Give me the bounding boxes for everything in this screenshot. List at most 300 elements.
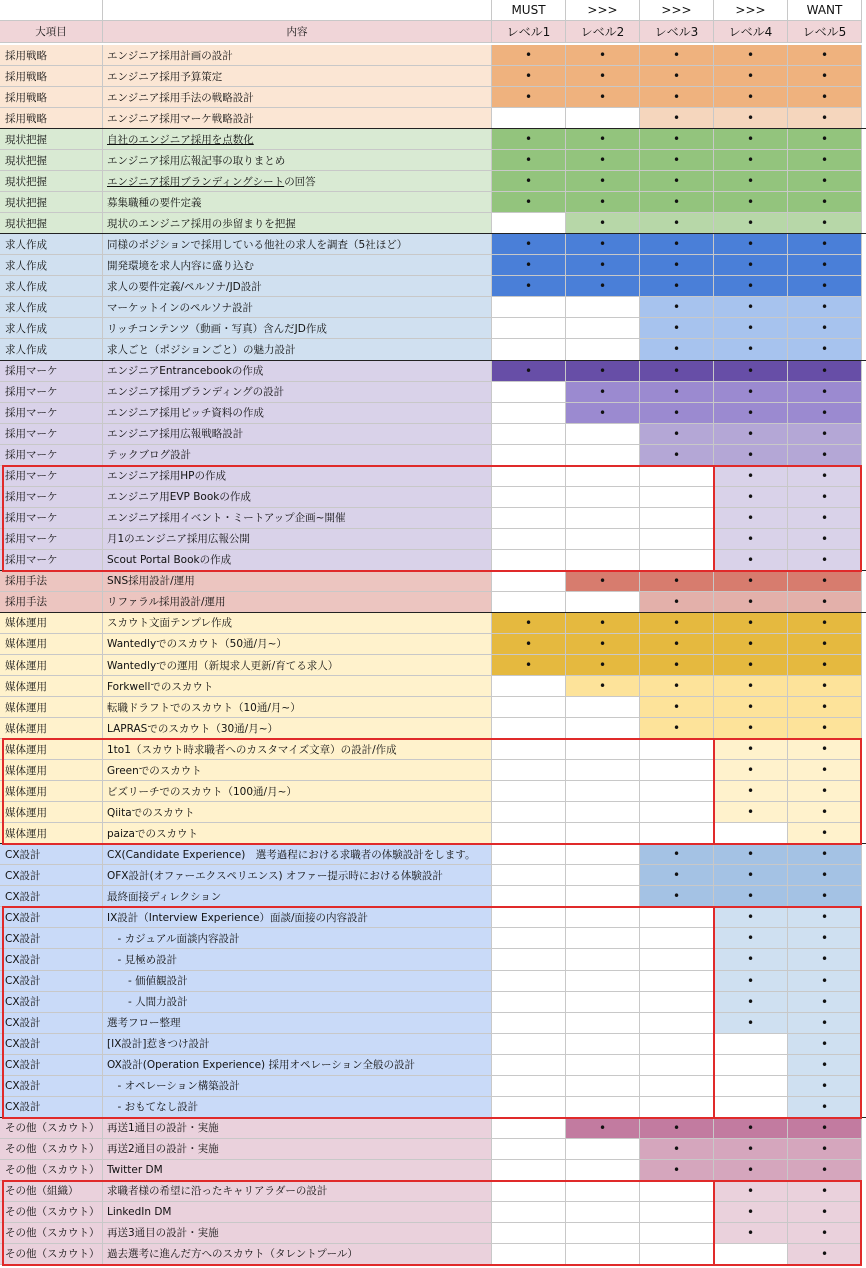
content-cell[interactable] — [103, 508, 492, 529]
level-2-cell[interactable] — [566, 1181, 640, 1202]
level-1-cell[interactable] — [492, 318, 566, 339]
content-cell[interactable] — [103, 129, 492, 150]
level-2-cell[interactable] — [566, 108, 640, 129]
level-5-cell[interactable] — [788, 971, 862, 992]
level-2-cell[interactable] — [566, 697, 640, 718]
level-3-cell[interactable] — [640, 697, 714, 718]
level-2-cell[interactable] — [566, 66, 640, 87]
level-5-cell[interactable] — [788, 171, 862, 192]
category-cell[interactable]: 媒体運用 — [0, 718, 103, 739]
level-4-cell[interactable] — [714, 192, 788, 213]
level-3-cell[interactable] — [640, 192, 714, 213]
content-cell[interactable] — [103, 1076, 492, 1097]
level-3-cell[interactable] — [640, 276, 714, 297]
level-2-cell[interactable] — [566, 613, 640, 634]
level-4-cell[interactable] — [714, 318, 788, 339]
level-2-cell[interactable] — [566, 802, 640, 823]
level-4-cell[interactable] — [714, 1160, 788, 1181]
level-1-cell[interactable] — [492, 1160, 566, 1181]
level-4-cell[interactable] — [714, 466, 788, 487]
level-3-cell[interactable] — [640, 823, 714, 844]
content-cell[interactable] — [103, 150, 492, 171]
level-1-cell[interactable] — [492, 802, 566, 823]
category-cell[interactable]: 求人作成 — [0, 318, 103, 339]
level-5-cell[interactable] — [788, 87, 862, 108]
level-1-cell[interactable] — [492, 234, 566, 255]
content-cell[interactable] — [103, 655, 492, 676]
level-5-cell[interactable] — [788, 466, 862, 487]
level-5-cell[interactable] — [788, 1076, 862, 1097]
level-2-cell[interactable] — [566, 1034, 640, 1055]
level-3-cell[interactable] — [640, 760, 714, 781]
level-2-cell[interactable] — [566, 928, 640, 949]
category-cell[interactable]: 現状把握 — [0, 150, 103, 171]
level-1-cell[interactable] — [492, 1202, 566, 1223]
level-3-cell[interactable] — [640, 87, 714, 108]
category-cell[interactable]: 求人作成 — [0, 255, 103, 276]
category-cell[interactable]: 求人作成 — [0, 297, 103, 318]
level-3-cell[interactable] — [640, 382, 714, 403]
level-1-cell[interactable] — [492, 192, 566, 213]
content-cell[interactable] — [103, 445, 492, 466]
header-level-3[interactable]: レベル3 — [640, 21, 714, 43]
level-1-cell[interactable] — [492, 781, 566, 802]
level-4-cell[interactable] — [714, 66, 788, 87]
level-2-cell[interactable] — [566, 592, 640, 613]
level-5-cell[interactable] — [788, 1223, 862, 1244]
content-cell[interactable] — [103, 255, 492, 276]
header-arrow-3[interactable]: >>> — [714, 0, 788, 21]
level-3-cell[interactable] — [640, 108, 714, 129]
level-5-cell[interactable] — [788, 1202, 862, 1223]
level-3-cell[interactable] — [640, 1034, 714, 1055]
category-cell[interactable]: CX設計 — [0, 907, 103, 928]
level-5-cell[interactable] — [788, 1139, 862, 1160]
header-arrow-2[interactable]: >>> — [640, 0, 714, 21]
level-2-cell[interactable] — [566, 171, 640, 192]
level-5-cell[interactable] — [788, 655, 862, 676]
category-cell[interactable]: 媒体運用 — [0, 781, 103, 802]
level-5-cell[interactable] — [788, 403, 862, 424]
category-cell[interactable]: その他（スカウト） — [0, 1223, 103, 1244]
content-link-text[interactable]: 自社のエンジニア採用を点数化 — [107, 133, 254, 146]
level-4-cell[interactable] — [714, 1055, 788, 1076]
level-2-cell[interactable] — [566, 45, 640, 66]
level-4-cell[interactable] — [714, 150, 788, 171]
level-4-cell[interactable] — [714, 1223, 788, 1244]
category-cell[interactable]: 現状把握 — [0, 213, 103, 234]
level-5-cell[interactable] — [788, 361, 862, 382]
content-cell[interactable] — [103, 1013, 492, 1034]
content-cell[interactable] — [103, 1118, 492, 1139]
level-2-cell[interactable] — [566, 1055, 640, 1076]
level-2-cell[interactable] — [566, 1202, 640, 1223]
level-2-cell[interactable] — [566, 823, 640, 844]
level-3-cell[interactable] — [640, 487, 714, 508]
content-cell[interactable] — [103, 739, 492, 760]
content-cell[interactable] — [103, 424, 492, 445]
level-3-cell[interactable] — [640, 1244, 714, 1265]
level-5-cell[interactable] — [788, 508, 862, 529]
level-5-cell[interactable] — [788, 823, 862, 844]
level-5-cell[interactable] — [788, 634, 862, 655]
level-2-cell[interactable] — [566, 1160, 640, 1181]
level-3-cell[interactable] — [640, 1076, 714, 1097]
level-4-cell[interactable] — [714, 865, 788, 886]
level-5-cell[interactable] — [788, 865, 862, 886]
level-2-cell[interactable] — [566, 739, 640, 760]
category-cell[interactable]: 採用手法 — [0, 571, 103, 592]
level-2-cell[interactable] — [566, 234, 640, 255]
content-cell[interactable] — [103, 949, 492, 970]
level-5-cell[interactable] — [788, 781, 862, 802]
level-2-cell[interactable] — [566, 971, 640, 992]
level-5-cell[interactable] — [788, 844, 862, 865]
level-3-cell[interactable] — [640, 1139, 714, 1160]
content-cell[interactable] — [103, 697, 492, 718]
content-cell[interactable] — [103, 1244, 492, 1265]
level-4-cell[interactable] — [714, 781, 788, 802]
level-5-cell[interactable] — [788, 1118, 862, 1139]
level-4-cell[interactable] — [714, 634, 788, 655]
level-1-cell[interactable] — [492, 655, 566, 676]
level-3-cell[interactable] — [640, 971, 714, 992]
level-4-cell[interactable] — [714, 1034, 788, 1055]
level-1-cell[interactable] — [492, 255, 566, 276]
level-2-cell[interactable] — [566, 571, 640, 592]
level-1-cell[interactable] — [492, 992, 566, 1013]
level-3-cell[interactable] — [640, 318, 714, 339]
level-4-cell[interactable] — [714, 1244, 788, 1265]
level-1-cell[interactable] — [492, 865, 566, 886]
level-5-cell[interactable] — [788, 382, 862, 403]
level-2-cell[interactable] — [566, 550, 640, 571]
level-4-cell[interactable] — [714, 487, 788, 508]
level-3-cell[interactable] — [640, 802, 714, 823]
content-cell[interactable] — [103, 823, 492, 844]
category-cell[interactable]: その他（スカウト） — [0, 1202, 103, 1223]
content-cell[interactable] — [103, 297, 492, 318]
category-cell[interactable]: 採用マーケ — [0, 382, 103, 403]
content-cell[interactable] — [103, 87, 492, 108]
level-4-cell[interactable] — [714, 739, 788, 760]
level-1-cell[interactable] — [492, 571, 566, 592]
content-cell[interactable] — [103, 634, 492, 655]
level-2-cell[interactable] — [566, 760, 640, 781]
level-4-cell[interactable] — [714, 760, 788, 781]
level-5-cell[interactable] — [788, 1034, 862, 1055]
content-cell[interactable] — [103, 718, 492, 739]
level-3-cell[interactable] — [640, 129, 714, 150]
content-cell[interactable] — [103, 1181, 492, 1202]
level-3-cell[interactable] — [640, 1181, 714, 1202]
category-cell[interactable]: CX設計 — [0, 1097, 103, 1118]
header-level-2[interactable]: レベル2 — [566, 21, 640, 43]
header-category[interactable]: 大項目 — [0, 21, 103, 43]
content-cell[interactable] — [103, 1139, 492, 1160]
level-1-cell[interactable] — [492, 297, 566, 318]
level-3-cell[interactable] — [640, 150, 714, 171]
level-3-cell[interactable] — [640, 171, 714, 192]
level-4-cell[interactable] — [714, 697, 788, 718]
level-5-cell[interactable] — [788, 1160, 862, 1181]
level-4-cell[interactable] — [714, 276, 788, 297]
content-cell[interactable] — [103, 1223, 492, 1244]
category-cell[interactable]: CX設計 — [0, 844, 103, 865]
category-cell[interactable]: 媒体運用 — [0, 655, 103, 676]
header-cell-blank-1[interactable] — [0, 0, 103, 21]
level-4-cell[interactable] — [714, 339, 788, 360]
level-2-cell[interactable] — [566, 907, 640, 928]
level-2-cell[interactable] — [566, 529, 640, 550]
level-3-cell[interactable] — [640, 1118, 714, 1139]
level-1-cell[interactable] — [492, 823, 566, 844]
level-4-cell[interactable] — [714, 234, 788, 255]
level-2-cell[interactable] — [566, 1139, 640, 1160]
header-level-1[interactable]: レベル1 — [492, 21, 566, 43]
level-2-cell[interactable] — [566, 1118, 640, 1139]
content-cell[interactable] — [103, 886, 492, 907]
level-1-cell[interactable] — [492, 592, 566, 613]
level-2-cell[interactable] — [566, 718, 640, 739]
category-cell[interactable]: 媒体運用 — [0, 760, 103, 781]
category-cell[interactable]: CX設計 — [0, 992, 103, 1013]
content-cell[interactable] — [103, 466, 492, 487]
level-4-cell[interactable] — [714, 971, 788, 992]
level-1-cell[interactable] — [492, 739, 566, 760]
level-1-cell[interactable] — [492, 971, 566, 992]
level-2-cell[interactable] — [566, 424, 640, 445]
level-4-cell[interactable] — [714, 1202, 788, 1223]
content-cell[interactable] — [103, 802, 492, 823]
level-3-cell[interactable] — [640, 676, 714, 697]
level-1-cell[interactable] — [492, 1034, 566, 1055]
level-1-cell[interactable] — [492, 108, 566, 129]
level-5-cell[interactable] — [788, 928, 862, 949]
level-2-cell[interactable] — [566, 1097, 640, 1118]
level-1-cell[interactable] — [492, 1118, 566, 1139]
level-5-cell[interactable] — [788, 676, 862, 697]
level-5-cell[interactable] — [788, 66, 862, 87]
content-cell[interactable] — [103, 1034, 492, 1055]
level-5-cell[interactable] — [788, 1013, 862, 1034]
category-cell[interactable]: 採用マーケ — [0, 550, 103, 571]
level-5-cell[interactable] — [788, 318, 862, 339]
level-3-cell[interactable] — [640, 634, 714, 655]
level-3-cell[interactable] — [640, 592, 714, 613]
level-1-cell[interactable] — [492, 1076, 566, 1097]
level-1-cell[interactable] — [492, 1223, 566, 1244]
level-3-cell[interactable] — [640, 508, 714, 529]
level-4-cell[interactable] — [714, 718, 788, 739]
level-1-cell[interactable] — [492, 87, 566, 108]
category-cell[interactable]: 媒体運用 — [0, 613, 103, 634]
level-1-cell[interactable] — [492, 403, 566, 424]
category-cell[interactable]: CX設計 — [0, 1034, 103, 1055]
category-cell[interactable]: その他（組織） — [0, 1181, 103, 1202]
category-cell[interactable]: 採用マーケ — [0, 508, 103, 529]
content-cell[interactable] — [103, 403, 492, 424]
level-1-cell[interactable] — [492, 886, 566, 907]
category-cell[interactable]: 媒体運用 — [0, 697, 103, 718]
content-cell[interactable] — [103, 1055, 492, 1076]
content-cell[interactable] — [103, 529, 492, 550]
category-cell[interactable]: 媒体運用 — [0, 802, 103, 823]
level-4-cell[interactable] — [714, 361, 788, 382]
category-cell[interactable]: 採用マーケ — [0, 487, 103, 508]
content-cell[interactable] — [103, 844, 492, 865]
level-2-cell[interactable] — [566, 992, 640, 1013]
level-5-cell[interactable] — [788, 129, 862, 150]
content-cell[interactable] — [103, 592, 492, 613]
level-1-cell[interactable] — [492, 508, 566, 529]
level-5-cell[interactable] — [788, 697, 862, 718]
level-5-cell[interactable] — [788, 1055, 862, 1076]
level-2-cell[interactable] — [566, 487, 640, 508]
level-2-cell[interactable] — [566, 318, 640, 339]
level-4-cell[interactable] — [714, 445, 788, 466]
level-5-cell[interactable] — [788, 760, 862, 781]
content-link-text[interactable]: エンジニア採用ブランディングシート — [107, 175, 285, 188]
level-2-cell[interactable] — [566, 886, 640, 907]
level-5-cell[interactable] — [788, 45, 862, 66]
header-want[interactable]: WANT — [788, 0, 862, 21]
level-3-cell[interactable] — [640, 571, 714, 592]
level-2-cell[interactable] — [566, 508, 640, 529]
level-1-cell[interactable] — [492, 276, 566, 297]
level-5-cell[interactable] — [788, 739, 862, 760]
category-cell[interactable]: CX設計 — [0, 1013, 103, 1034]
level-5-cell[interactable] — [788, 907, 862, 928]
level-4-cell[interactable] — [714, 928, 788, 949]
content-cell[interactable] — [103, 108, 492, 129]
level-2-cell[interactable] — [566, 655, 640, 676]
level-4-cell[interactable] — [714, 592, 788, 613]
category-cell[interactable]: 媒体運用 — [0, 634, 103, 655]
level-4-cell[interactable] — [714, 255, 788, 276]
level-5-cell[interactable] — [788, 108, 862, 129]
content-cell[interactable] — [103, 971, 492, 992]
level-4-cell[interactable] — [714, 802, 788, 823]
category-cell[interactable]: 現状把握 — [0, 192, 103, 213]
level-5-cell[interactable] — [788, 276, 862, 297]
level-1-cell[interactable] — [492, 634, 566, 655]
category-cell[interactable]: 採用手法 — [0, 592, 103, 613]
level-3-cell[interactable] — [640, 234, 714, 255]
level-1-cell[interactable] — [492, 339, 566, 360]
level-5-cell[interactable] — [788, 487, 862, 508]
content-cell[interactable] — [103, 276, 492, 297]
category-cell[interactable]: 採用戦略 — [0, 66, 103, 87]
level-4-cell[interactable] — [714, 1181, 788, 1202]
level-3-cell[interactable] — [640, 1223, 714, 1244]
level-5-cell[interactable] — [788, 949, 862, 970]
content-cell[interactable] — [103, 361, 492, 382]
content-cell[interactable] — [103, 171, 492, 192]
level-4-cell[interactable] — [714, 550, 788, 571]
level-3-cell[interactable] — [640, 655, 714, 676]
level-3-cell[interactable] — [640, 907, 714, 928]
level-3-cell[interactable] — [640, 550, 714, 571]
level-3-cell[interactable] — [640, 466, 714, 487]
level-4-cell[interactable] — [714, 297, 788, 318]
level-5-cell[interactable] — [788, 613, 862, 634]
level-4-cell[interactable] — [714, 613, 788, 634]
content-cell[interactable] — [103, 487, 492, 508]
level-4-cell[interactable] — [714, 508, 788, 529]
level-4-cell[interactable] — [714, 171, 788, 192]
level-2-cell[interactable] — [566, 255, 640, 276]
level-5-cell[interactable] — [788, 1097, 862, 1118]
level-3-cell[interactable] — [640, 865, 714, 886]
category-cell[interactable]: 採用マーケ — [0, 445, 103, 466]
level-2-cell[interactable] — [566, 297, 640, 318]
level-3-cell[interactable] — [640, 992, 714, 1013]
level-1-cell[interactable] — [492, 1181, 566, 1202]
level-2-cell[interactable] — [566, 403, 640, 424]
level-1-cell[interactable] — [492, 697, 566, 718]
category-cell[interactable]: 採用戦略 — [0, 45, 103, 66]
level-3-cell[interactable] — [640, 403, 714, 424]
content-cell[interactable] — [103, 1202, 492, 1223]
header-level-4[interactable]: レベル4 — [714, 21, 788, 43]
level-5-cell[interactable] — [788, 424, 862, 445]
level-5-cell[interactable] — [788, 1244, 862, 1265]
level-5-cell[interactable] — [788, 1181, 862, 1202]
category-cell[interactable]: 採用マーケ — [0, 529, 103, 550]
level-5-cell[interactable] — [788, 234, 862, 255]
level-3-cell[interactable] — [640, 928, 714, 949]
content-cell[interactable] — [103, 571, 492, 592]
level-2-cell[interactable] — [566, 466, 640, 487]
level-3-cell[interactable] — [640, 739, 714, 760]
content-cell[interactable] — [103, 550, 492, 571]
level-1-cell[interactable] — [492, 466, 566, 487]
level-2-cell[interactable] — [566, 339, 640, 360]
content-cell[interactable] — [103, 318, 492, 339]
level-1-cell[interactable] — [492, 445, 566, 466]
level-3-cell[interactable] — [640, 45, 714, 66]
level-1-cell[interactable] — [492, 382, 566, 403]
level-1-cell[interactable] — [492, 129, 566, 150]
level-1-cell[interactable] — [492, 844, 566, 865]
level-1-cell[interactable] — [492, 550, 566, 571]
level-4-cell[interactable] — [714, 1076, 788, 1097]
level-1-cell[interactable] — [492, 1055, 566, 1076]
category-cell[interactable]: CX設計 — [0, 865, 103, 886]
level-4-cell[interactable] — [714, 655, 788, 676]
header-content[interactable]: 内容 — [103, 21, 492, 43]
level-3-cell[interactable] — [640, 718, 714, 739]
level-4-cell[interactable] — [714, 1013, 788, 1034]
level-2-cell[interactable] — [566, 1013, 640, 1034]
level-3-cell[interactable] — [640, 529, 714, 550]
level-3-cell[interactable] — [640, 1097, 714, 1118]
content-cell[interactable] — [103, 992, 492, 1013]
level-4-cell[interactable] — [714, 424, 788, 445]
header-arrow-1[interactable]: >>> — [566, 0, 640, 21]
content-cell[interactable] — [103, 1097, 492, 1118]
level-3-cell[interactable] — [640, 781, 714, 802]
level-4-cell[interactable] — [714, 907, 788, 928]
category-cell[interactable]: CX設計 — [0, 949, 103, 970]
level-2-cell[interactable] — [566, 949, 640, 970]
level-3-cell[interactable] — [640, 886, 714, 907]
level-4-cell[interactable] — [714, 886, 788, 907]
level-4-cell[interactable] — [714, 571, 788, 592]
level-5-cell[interactable] — [788, 339, 862, 360]
category-cell[interactable]: 採用戦略 — [0, 87, 103, 108]
